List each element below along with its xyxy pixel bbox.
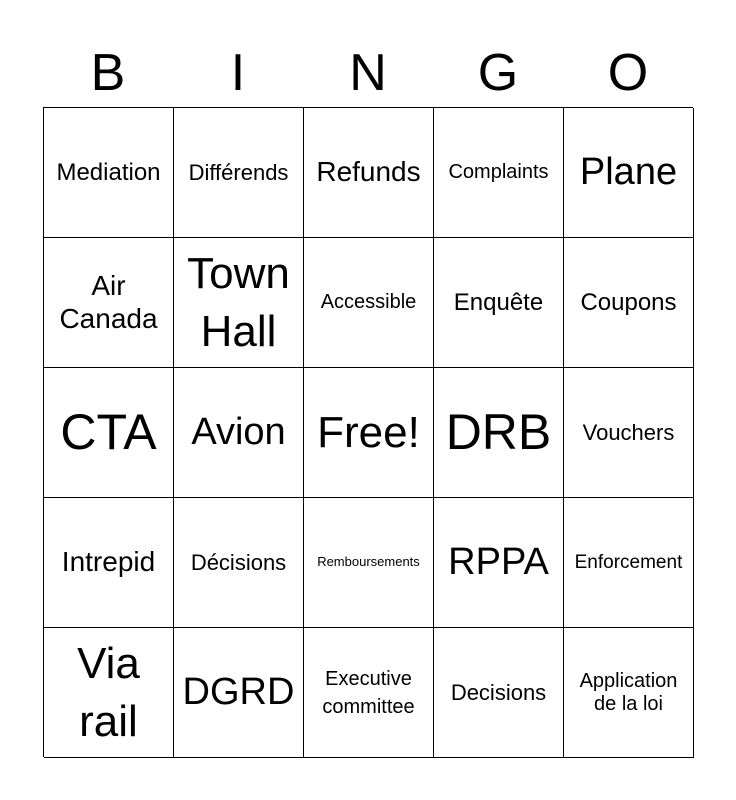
- header-letter-g: G: [477, 44, 519, 102]
- bingo-cell[interactable]: [564, 368, 694, 498]
- bingo-cell[interactable]: [564, 628, 694, 758]
- cell-text: Remboursements: [317, 554, 420, 570]
- cell-text: Decisions: [450, 679, 547, 705]
- cell-text: Avion: [191, 410, 286, 453]
- cell-text: RPPA: [448, 540, 549, 583]
- bingo-cell[interactable]: [44, 628, 174, 758]
- cell-text: Free!: [317, 407, 420, 457]
- bingo-cell[interactable]: [174, 238, 304, 368]
- bingo-cell[interactable]: [564, 498, 694, 628]
- cell-text: Coupons: [580, 288, 677, 316]
- bingo-cell[interactable]: [44, 368, 174, 498]
- cell-text: Plane: [579, 150, 678, 193]
- bingo-cell[interactable]: [434, 238, 564, 368]
- cell-text: Décisions: [190, 549, 287, 575]
- cell-text: Accessible: [320, 291, 417, 313]
- bingo-cell[interactable]: [174, 498, 304, 628]
- cell-text: Refunds: [316, 156, 421, 188]
- cell-text: Via rail: [77, 639, 140, 746]
- bingo-header: [43, 38, 693, 108]
- bingo-cell[interactable]: [304, 238, 434, 368]
- bingo-card: [43, 107, 693, 757]
- bingo-cell[interactable]: [44, 498, 174, 628]
- bingo-cell[interactable]: [174, 108, 304, 238]
- header-letter-b: B: [90, 44, 126, 102]
- bingo-cell[interactable]: [304, 108, 434, 238]
- bingo-cell[interactable]: [174, 628, 304, 758]
- bingo-cell[interactable]: [44, 238, 174, 368]
- cell-text: Town Hall: [187, 249, 290, 356]
- cell-text: Différends: [188, 159, 289, 185]
- header-letter-n: N: [349, 44, 387, 102]
- cell-text: Air Canada: [59, 270, 158, 334]
- bingo-cell[interactable]: [434, 108, 564, 238]
- bingo-cell[interactable]: [434, 498, 564, 628]
- bingo-cell[interactable]: [304, 498, 434, 628]
- bingo-cell[interactable]: [434, 628, 564, 758]
- cell-text: DRB: [445, 404, 552, 460]
- bingo-cell[interactable]: [44, 108, 174, 238]
- cell-text: Enquête: [453, 288, 544, 316]
- header-letter-o: O: [607, 44, 649, 102]
- cell-text: Enforcement: [574, 551, 683, 573]
- cell-text: Mediation: [56, 158, 161, 186]
- cell-text: Application de la loi: [579, 669, 678, 715]
- bingo-cell free-space[interactable]: [304, 368, 434, 498]
- cell-text: Complaints: [448, 161, 549, 183]
- cell-text: CTA: [60, 404, 157, 460]
- bingo-cell[interactable]: [174, 368, 304, 498]
- bingo-cell[interactable]: [304, 628, 434, 758]
- bingo-cell[interactable]: [564, 108, 694, 238]
- bingo-cell[interactable]: [564, 238, 694, 368]
- cell-text: DGRD: [182, 670, 295, 713]
- cell-text: Executive committee: [322, 667, 415, 718]
- cell-text: Vouchers: [582, 419, 675, 445]
- header-letter-i: I: [230, 44, 246, 102]
- cell-text: Intrepid: [61, 546, 156, 578]
- bingo-cell[interactable]: [434, 368, 564, 498]
